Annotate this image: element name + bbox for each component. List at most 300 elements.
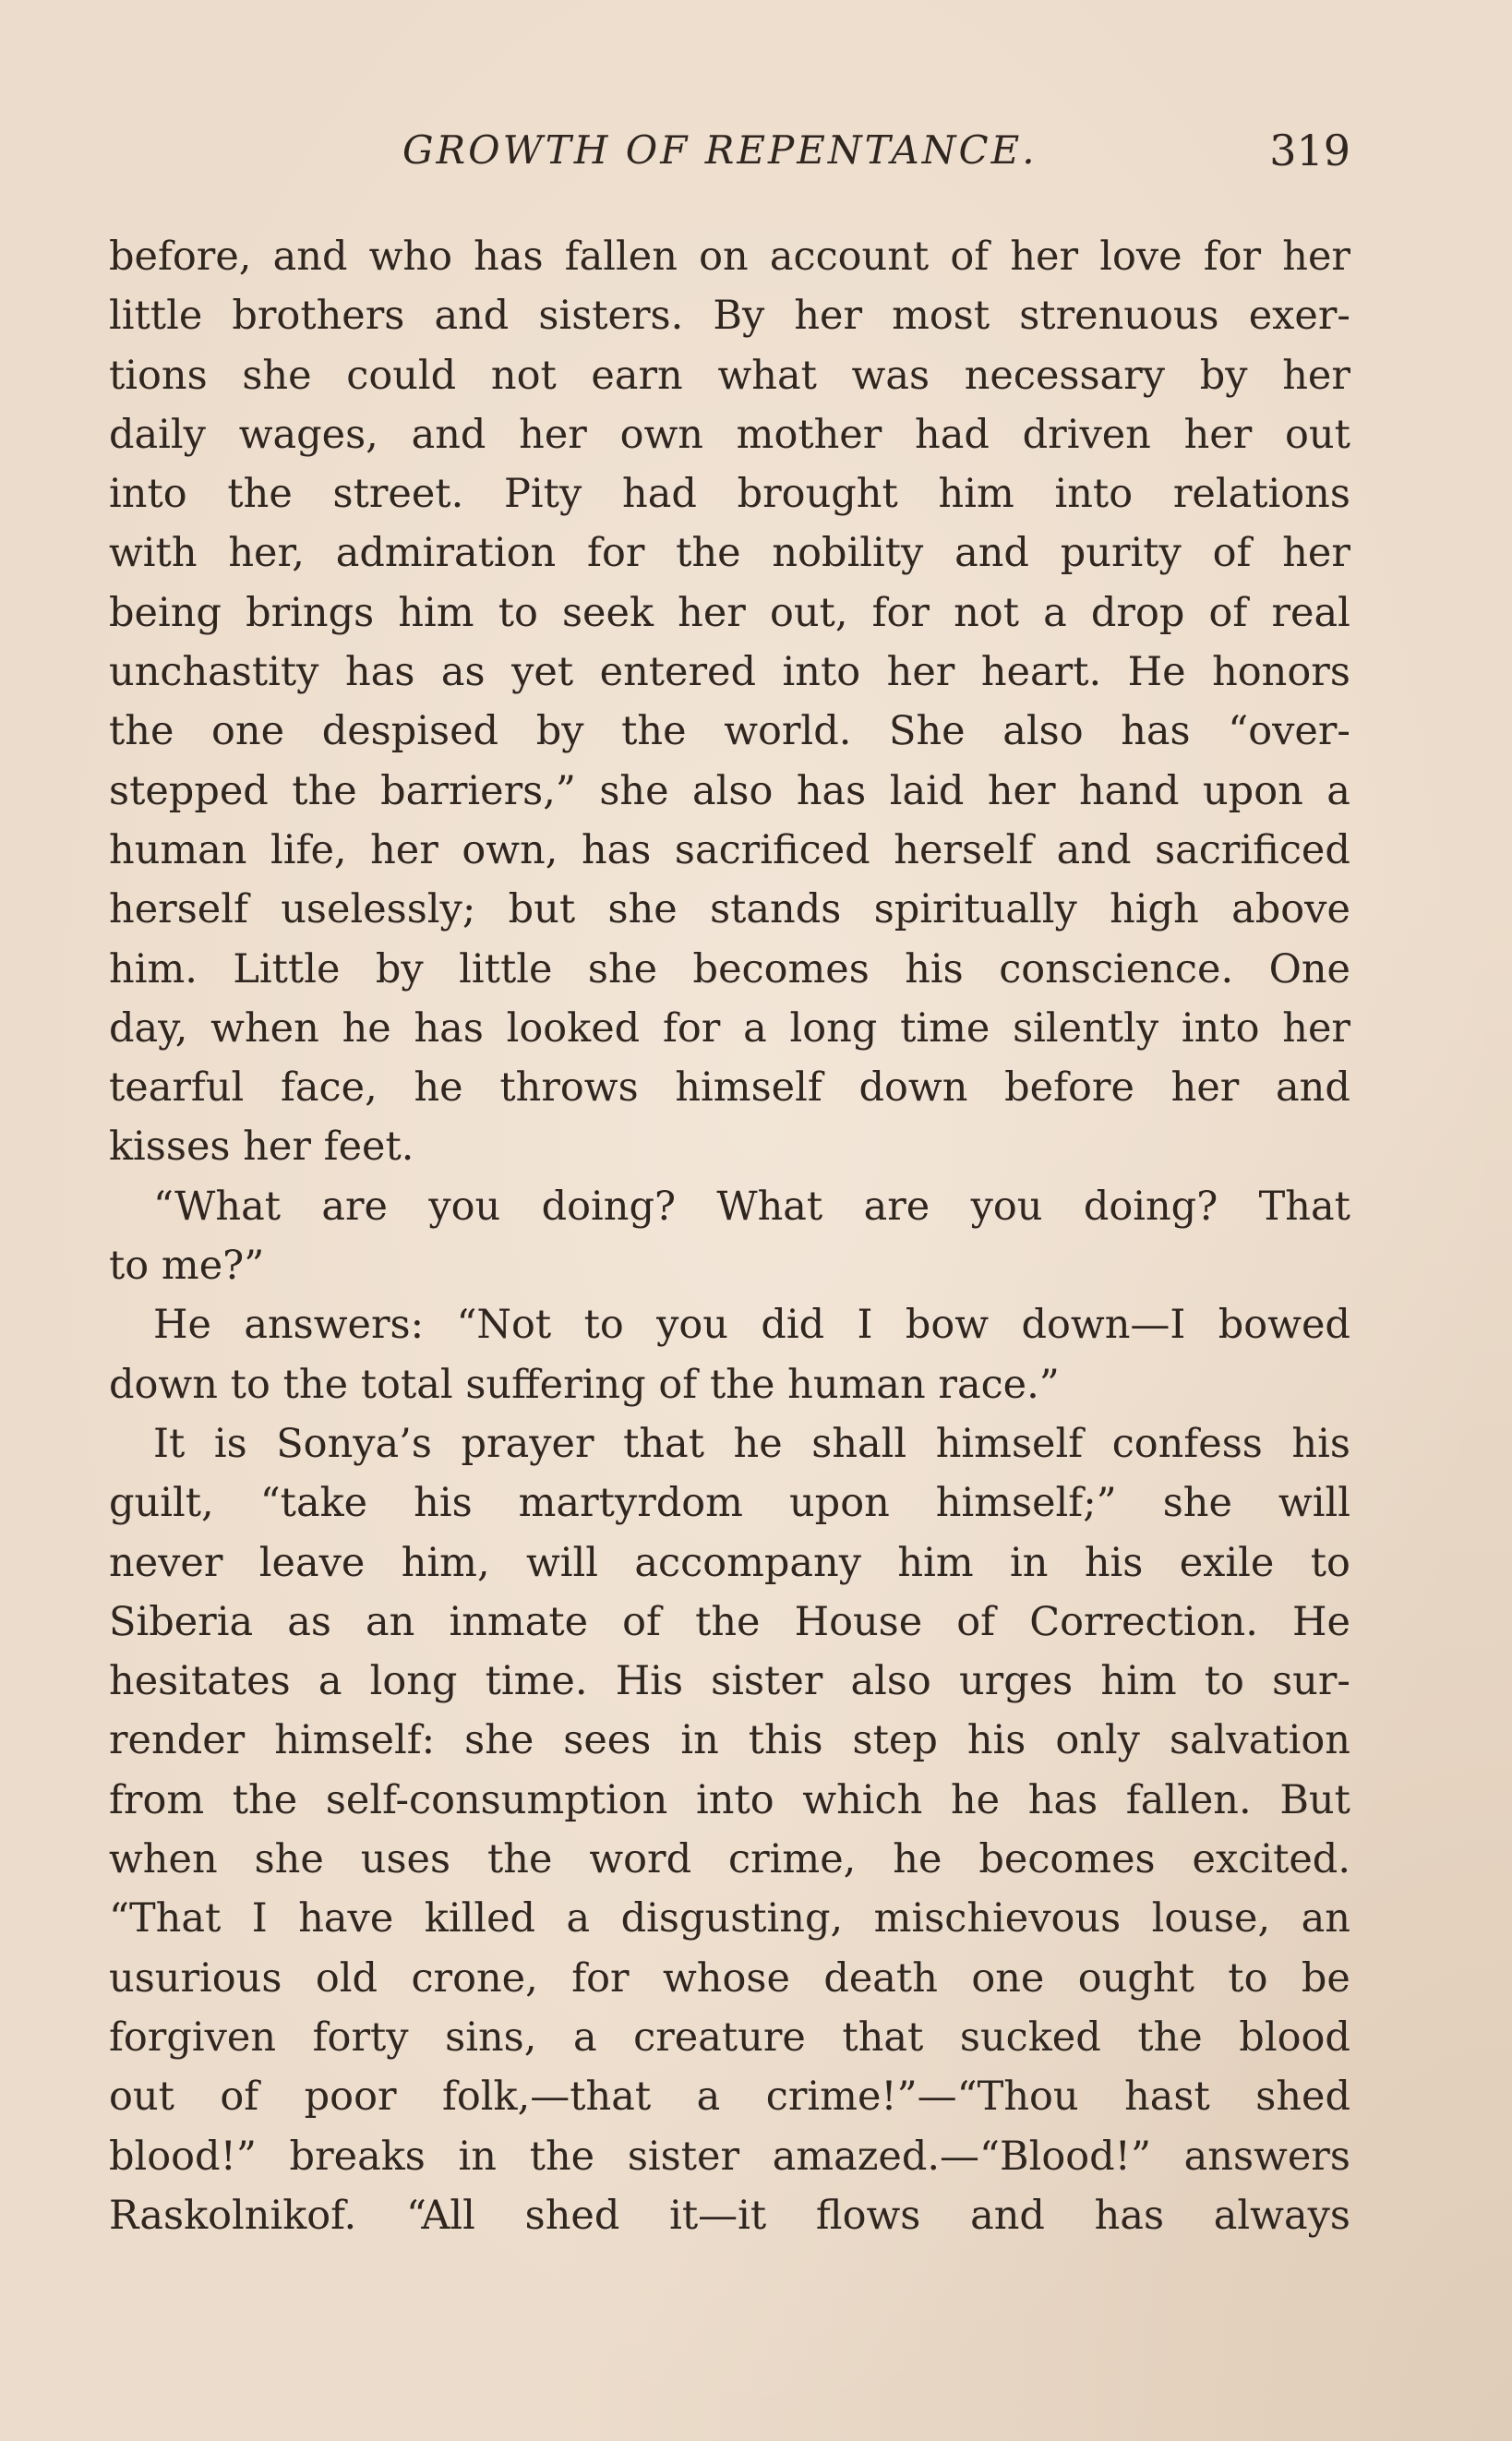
word: a	[1043, 589, 1067, 636]
word: had	[915, 411, 990, 458]
text-line	[109, 702, 1350, 761]
word: real	[1271, 589, 1350, 636]
word: It	[153, 1420, 186, 1467]
word: has	[1121, 708, 1191, 755]
word: him.	[109, 945, 198, 992]
word: hast	[1124, 2074, 1210, 2121]
text-line	[109, 1117, 1350, 1176]
word: in	[1010, 1539, 1049, 1586]
word: when	[109, 1836, 218, 1883]
word: to	[498, 589, 538, 636]
text-line	[109, 2186, 1350, 2245]
word: flows	[815, 2192, 921, 2239]
word: own,	[462, 826, 558, 873]
text-line	[109, 940, 1350, 999]
word: suffering	[465, 1361, 646, 1408]
word: death	[823, 1954, 938, 2002]
word: By	[713, 293, 765, 340]
word: and	[1056, 826, 1132, 873]
word: a	[743, 1004, 767, 1052]
word: confess	[1111, 1420, 1263, 1467]
word: “over-	[1228, 708, 1350, 755]
text-line	[109, 1889, 1350, 1948]
word: she	[242, 352, 312, 399]
word: to	[1204, 1658, 1244, 1705]
word: total	[360, 1361, 453, 1408]
word: always	[1213, 2192, 1350, 2239]
word: her	[243, 1124, 311, 1171]
word: little	[459, 945, 553, 992]
word: sins,	[445, 2014, 537, 2061]
word: to	[583, 1302, 624, 1349]
word: human	[787, 1361, 926, 1408]
word: before,	[109, 234, 252, 280]
word: human	[109, 826, 247, 873]
word: down	[109, 1361, 218, 1408]
word: disgusting,	[620, 1895, 844, 1942]
word: an	[1301, 1895, 1350, 1942]
word: inmate	[449, 1598, 589, 1645]
word: crone,	[411, 1954, 538, 2002]
word: stepped	[109, 767, 269, 814]
word: hand	[1078, 767, 1180, 814]
word: “That	[109, 1895, 222, 1942]
word: of	[950, 234, 990, 280]
word: also	[692, 767, 774, 814]
word: She	[889, 708, 966, 755]
word: himself	[935, 1420, 1084, 1467]
word: one	[971, 1954, 1045, 2002]
word: One	[1268, 945, 1350, 992]
word: before	[1004, 1064, 1134, 1112]
word: him	[398, 589, 474, 636]
word: this	[748, 1717, 823, 1764]
word: a	[1326, 767, 1350, 814]
word: seek	[561, 589, 654, 636]
word: she	[599, 767, 669, 814]
word: strenuous	[1019, 293, 1219, 340]
text-line	[109, 1652, 1350, 1711]
word: out	[109, 2074, 174, 2121]
word: was	[851, 352, 930, 399]
word: and	[434, 293, 510, 340]
word: of	[956, 1598, 996, 1645]
word: martyrdom	[518, 1480, 743, 1527]
word: his	[966, 1717, 1026, 1764]
word: relations	[1172, 471, 1350, 518]
word: fallen.	[1125, 1776, 1252, 1823]
word: him,	[401, 1539, 490, 1586]
word: amazed.—“Blood!”	[772, 2133, 1151, 2180]
text-line	[109, 405, 1350, 464]
word: and	[272, 234, 348, 280]
word: himself:	[274, 1717, 436, 1764]
word: the	[292, 767, 357, 814]
word: Little	[233, 945, 341, 992]
word: her	[1282, 530, 1350, 577]
word: silently	[1013, 1004, 1159, 1052]
word: the	[486, 1836, 553, 1883]
word: world.	[724, 708, 852, 755]
word: herself	[894, 826, 1034, 873]
text-line	[109, 1533, 1350, 1593]
word: down	[858, 1064, 968, 1112]
word: usurious	[109, 1954, 282, 2002]
word: drop	[1090, 589, 1185, 636]
text-line	[109, 643, 1350, 702]
word: down—I	[1021, 1302, 1186, 1349]
word: of	[1212, 530, 1252, 577]
word: killed	[424, 1895, 536, 1942]
word: for	[1203, 234, 1262, 280]
text-line	[109, 346, 1350, 405]
word: accompany	[634, 1539, 862, 1586]
word: from	[109, 1776, 205, 1823]
word: a	[572, 2014, 597, 2061]
word: above	[1231, 886, 1350, 933]
word: has	[474, 234, 544, 280]
word: he	[893, 1836, 942, 1883]
word: brings	[246, 589, 375, 636]
word: into	[1054, 471, 1134, 518]
word: has	[1094, 2192, 1165, 2239]
word: her	[1010, 234, 1079, 280]
word: doing?	[1083, 1183, 1218, 1230]
word: He	[1292, 1598, 1350, 1645]
word: spiritually	[873, 886, 1077, 933]
word: exile	[1179, 1539, 1275, 1586]
word: the	[676, 530, 741, 577]
word: of	[622, 1598, 661, 1645]
word: unchastity	[109, 649, 319, 696]
word: House	[794, 1598, 923, 1645]
word: leave	[258, 1539, 366, 1586]
word: Raskolnikof.	[109, 2192, 357, 2239]
word: and	[411, 411, 486, 458]
word: he	[733, 1420, 783, 1467]
word: that	[842, 2014, 924, 2061]
word: the	[227, 471, 293, 518]
word: Pity	[504, 471, 582, 518]
word: have	[298, 1895, 394, 1942]
word: love	[1099, 234, 1182, 280]
word: render	[109, 1717, 246, 1764]
text-line	[109, 2127, 1350, 2186]
text-line	[109, 2008, 1350, 2067]
word: crime,	[728, 1836, 857, 1883]
word: brothers	[232, 293, 405, 340]
word: wages,	[238, 411, 378, 458]
word: to	[1228, 1954, 1268, 2002]
word: bowed	[1218, 1302, 1350, 1349]
text-line	[109, 1711, 1350, 1770]
text-line	[109, 821, 1350, 880]
word: exer-	[1248, 293, 1350, 340]
text-line	[109, 1177, 1350, 1236]
word: he	[342, 1004, 391, 1052]
word: What	[716, 1183, 823, 1230]
word: will	[1278, 1480, 1350, 1527]
word: uses	[360, 1836, 451, 1883]
word: she	[254, 1836, 324, 1883]
word: what	[717, 352, 817, 399]
word: in	[680, 1717, 719, 1764]
word: for	[871, 589, 930, 636]
word: laid	[889, 767, 965, 814]
word: urges	[958, 1658, 1074, 1705]
text-line	[109, 1830, 1350, 1889]
text-line	[109, 1593, 1350, 1652]
word: being	[109, 589, 222, 636]
word: whose	[662, 1954, 790, 2002]
word: and	[1276, 1064, 1350, 1112]
word: nobility	[772, 530, 924, 577]
word: by	[535, 708, 584, 755]
word: the	[621, 708, 687, 755]
word: an	[366, 1598, 415, 1645]
word: the	[1137, 2014, 1203, 2061]
running-head	[109, 118, 1350, 183]
word: her	[370, 826, 438, 873]
word: her	[519, 411, 587, 458]
word: He	[1127, 649, 1186, 696]
text-line	[109, 1355, 1350, 1414]
word: admiration	[335, 530, 557, 577]
word: his	[414, 1480, 473, 1527]
word: purity	[1060, 530, 1182, 577]
word: looked	[506, 1004, 641, 1052]
word: him	[897, 1539, 974, 1586]
word: could	[346, 352, 457, 399]
word: that	[623, 1420, 704, 1467]
word: she	[607, 886, 678, 933]
word: which	[802, 1776, 923, 1823]
word: of	[1208, 589, 1248, 636]
word: mother	[736, 411, 882, 458]
word: also	[1002, 708, 1084, 755]
word: louse,	[1151, 1895, 1271, 1942]
word: herself	[109, 886, 248, 933]
word: also	[850, 1658, 931, 1705]
word: into	[782, 649, 861, 696]
word: he	[414, 1064, 463, 1112]
word: for	[587, 530, 645, 577]
word: her	[1282, 234, 1350, 280]
word: hesitates	[109, 1658, 291, 1705]
word: never	[109, 1539, 223, 1586]
word: creature	[633, 2014, 806, 2061]
word: not	[490, 352, 557, 399]
word: is	[213, 1420, 247, 1467]
word: to	[1310, 1539, 1350, 1586]
word: fallen	[564, 234, 678, 280]
word: for	[571, 1954, 630, 2002]
word: has	[796, 767, 867, 814]
word: sees	[563, 1717, 652, 1764]
text-line	[109, 999, 1350, 1058]
word: when	[210, 1004, 319, 1052]
word: her	[1183, 411, 1253, 458]
word: did	[761, 1302, 825, 1349]
word: honors	[1212, 649, 1350, 696]
word: prayer	[461, 1420, 594, 1467]
word: to	[230, 1361, 270, 1408]
word: into	[1181, 1004, 1260, 1052]
word: I	[857, 1302, 873, 1349]
word: me?”	[161, 1243, 265, 1290]
text-line	[109, 1236, 1350, 1295]
word: as	[287, 1598, 331, 1645]
word: high	[1110, 886, 1199, 933]
word: long	[369, 1658, 458, 1705]
word: crime!”—“Thou	[765, 2074, 1079, 2121]
word: his	[1084, 1539, 1144, 1586]
word: shed	[524, 2192, 620, 2239]
word: her,	[228, 530, 305, 577]
word: becomes	[978, 1836, 1156, 1883]
word: of	[658, 1361, 698, 1408]
word: his	[905, 945, 964, 992]
running-title: GROWTH OF REPENTANCE.	[402, 127, 1038, 173]
word: her	[1282, 1004, 1350, 1052]
word: race.”	[938, 1361, 1060, 1408]
text-line	[109, 1771, 1350, 1830]
word: who	[368, 234, 453, 280]
word: upon	[788, 1480, 890, 1527]
text-line	[109, 464, 1350, 523]
word: sister	[627, 2133, 739, 2180]
word: only	[1055, 1717, 1140, 1764]
word: kisses	[109, 1124, 231, 1171]
word: will	[525, 1539, 599, 1586]
word: guilt,	[109, 1480, 214, 1527]
word: the	[232, 1776, 298, 1823]
word: bow	[905, 1302, 990, 1349]
word: the	[529, 2133, 595, 2180]
word: sisters.	[538, 293, 684, 340]
word: tions	[109, 352, 208, 399]
word: blood!”	[109, 2133, 257, 2180]
word: “What	[153, 1183, 281, 1230]
word: driven	[1022, 411, 1151, 458]
word: be	[1301, 1954, 1350, 2002]
word: tearful	[109, 1064, 245, 1112]
word: to	[109, 1243, 150, 1290]
text-line	[109, 227, 1350, 286]
word: sur-	[1272, 1658, 1350, 1705]
word: I	[251, 1895, 268, 1942]
word: Correction.	[1029, 1598, 1258, 1645]
word: brought	[737, 471, 898, 518]
word: are	[863, 1183, 930, 1230]
word: earn	[591, 352, 683, 399]
word: face,	[281, 1064, 378, 1112]
word: daily	[109, 411, 206, 458]
word: doing?	[541, 1183, 677, 1230]
word: one	[211, 708, 285, 755]
word: conscience.	[999, 945, 1234, 992]
text-line	[109, 2067, 1350, 2126]
word: of	[220, 2074, 259, 2121]
word: you	[428, 1183, 501, 1230]
word: time.	[485, 1658, 588, 1705]
word: out,	[769, 589, 848, 636]
word: out	[1285, 411, 1350, 458]
word: shall	[811, 1420, 907, 1467]
word: answers	[1183, 2133, 1350, 2180]
word: his	[1291, 1420, 1350, 1467]
word: day,	[109, 1004, 188, 1052]
word: Sonya’s	[276, 1420, 432, 1467]
word: throws	[499, 1064, 639, 1112]
word: but	[508, 886, 576, 933]
word: own	[619, 411, 703, 458]
word: ought	[1077, 1954, 1194, 2002]
word: her	[987, 767, 1056, 814]
word: forgiven	[109, 2014, 277, 2061]
word: the	[109, 708, 174, 755]
word: him	[938, 471, 1014, 518]
word: time	[900, 1004, 990, 1052]
word: folk,—that	[442, 2074, 652, 2121]
word: mischievous	[873, 1895, 1122, 1942]
word: her	[886, 649, 955, 696]
word: the	[695, 1598, 761, 1645]
text-line	[109, 880, 1350, 939]
word: becomes	[692, 945, 870, 992]
word: barriers,”	[380, 767, 576, 814]
word: a	[318, 1658, 342, 1705]
word: life,	[270, 826, 347, 873]
word: upon	[1202, 767, 1303, 814]
word: you	[656, 1302, 728, 1349]
text-line	[109, 1473, 1350, 1533]
word: long	[789, 1004, 878, 1052]
word: uselessly;	[281, 886, 476, 933]
word: into	[109, 471, 187, 518]
word: by	[1199, 352, 1248, 399]
word: in	[458, 2133, 497, 2180]
word: you	[970, 1183, 1043, 1230]
word: has	[414, 1004, 484, 1052]
text-line	[109, 286, 1350, 345]
word: himself;”	[935, 1480, 1117, 1527]
word: her	[1170, 1064, 1240, 1112]
word: blood	[1239, 2014, 1350, 2061]
word: and	[954, 530, 1029, 577]
word: it—it	[669, 2192, 767, 2239]
word: a	[566, 1895, 591, 1942]
word: word	[589, 1836, 692, 1883]
word: old	[315, 1954, 378, 2002]
word: But	[1279, 1776, 1350, 1823]
word: “Not	[456, 1302, 552, 1349]
word: sacrificed	[674, 826, 870, 873]
word: by	[375, 945, 424, 992]
word: had	[622, 471, 697, 518]
word: He	[153, 1302, 211, 1349]
word: the	[282, 1361, 349, 1408]
word: and	[970, 2192, 1045, 2239]
word: her	[678, 589, 746, 636]
word: not	[954, 589, 1019, 636]
word: feet.	[323, 1124, 414, 1171]
word: into	[696, 1776, 774, 1823]
word: necessary	[964, 352, 1166, 399]
word: answers:	[244, 1302, 425, 1349]
word: step	[852, 1717, 938, 1764]
word: heart.	[980, 649, 1102, 696]
